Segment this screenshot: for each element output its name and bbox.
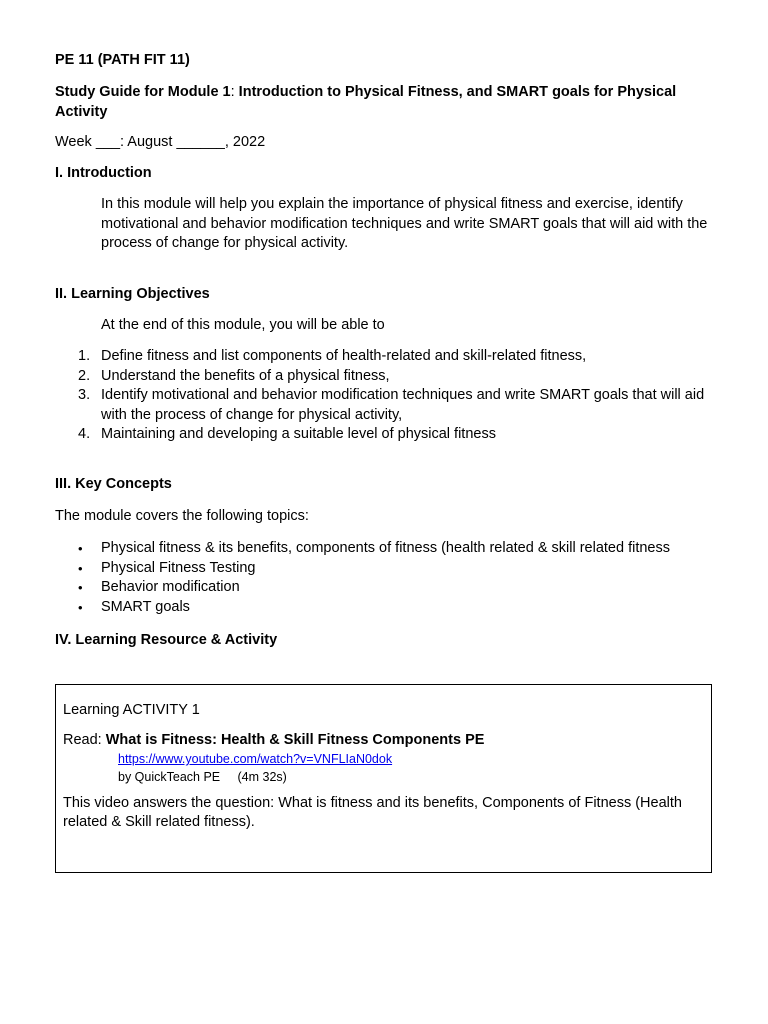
objective-number: 1. <box>78 348 91 364</box>
key-concepts-list <box>78 539 718 617</box>
concept-text: Behavior modification <box>101 579 240 595</box>
video-title: What is Fitness: Health & Skill Fitness Components PE <box>105 731 485 748</box>
objective-text: Understand the benefits of a physical fitness, <box>101 367 390 384</box>
study-guide-title <box>55 82 695 122</box>
key-concepts-heading: III. Key Concepts <box>55 476 172 492</box>
resources-heading: IV. Learning Resource & Activity <box>55 632 278 648</box>
study-guide-topic: Introduction to Physical Fitness, and SMART goals for Physical Activity <box>55 84 677 120</box>
objectives-lead: At the end of this module, you will be able to <box>101 317 385 333</box>
concept-text: Physical fitness & its benefits, components of fitness (health related & skill related fitness <box>101 540 670 556</box>
read-label: Read: <box>63 731 106 748</box>
objectives-heading: II. Learning Objectives <box>55 286 210 302</box>
week-line: Week ___: August ______, 2022 <box>55 134 266 150</box>
objective-item <box>78 367 718 387</box>
objective-item <box>78 347 718 367</box>
objective-number: 2. <box>78 367 91 384</box>
study-guide-colon: : <box>230 84 235 100</box>
objective-text: Maintaining and developing a suitable level of physical fitness <box>101 426 496 442</box>
activity-content <box>63 701 703 833</box>
introduction-text: In this module will help you explain the importance of physical fitness and exercise, identify motivational and behavior modification techniques and write SMART goals that will aid with the process of change for physical activity. <box>101 196 708 251</box>
concept-item <box>78 539 718 559</box>
concept-item <box>78 578 718 598</box>
bullet-icon: • <box>78 599 83 615</box>
concept-item <box>78 598 718 618</box>
study-guide-prefix: Study Guide for Module 1 <box>55 84 231 100</box>
activity-read-line <box>63 731 703 751</box>
activity-title: Learning ACTIVITY 1 <box>63 702 200 718</box>
activity-box <box>55 684 712 873</box>
video-link[interactable]: https://www.youtube.com/watch?v=VNFLIaN0dok <box>118 752 393 766</box>
objective-text: Identify motivational and behavior modification techniques and write SMART goals that will aid with the process of change for physical activity, <box>101 387 705 423</box>
objective-text: Define fitness and list components of health-related and skill-related fitness, <box>101 348 587 364</box>
objectives-list <box>78 347 718 445</box>
concept-item <box>78 559 718 579</box>
introduction-heading: I. Introduction <box>55 165 152 181</box>
objective-number: 3. <box>78 387 91 403</box>
course-title: PE 11 (PATH FIT 11) <box>55 52 190 68</box>
concept-text: Physical Fitness Testing <box>101 559 256 576</box>
objective-item <box>78 386 718 425</box>
bullet-icon: • <box>78 541 83 556</box>
objective-number: 4. <box>78 426 91 442</box>
concept-text: SMART goals <box>101 598 190 615</box>
bullet-icon: • <box>78 580 83 595</box>
video-byline: by QuickTeach PE (4m 32s) <box>118 769 287 784</box>
bullet-icon: • <box>78 560 83 576</box>
key-concepts-lead: The module covers the following topics: <box>55 508 309 524</box>
activity-description: This video answers the question: What is fitness and its benefits, Components of Fitness (Health related & Skill related fitness). <box>63 794 682 830</box>
objective-item <box>78 425 718 445</box>
